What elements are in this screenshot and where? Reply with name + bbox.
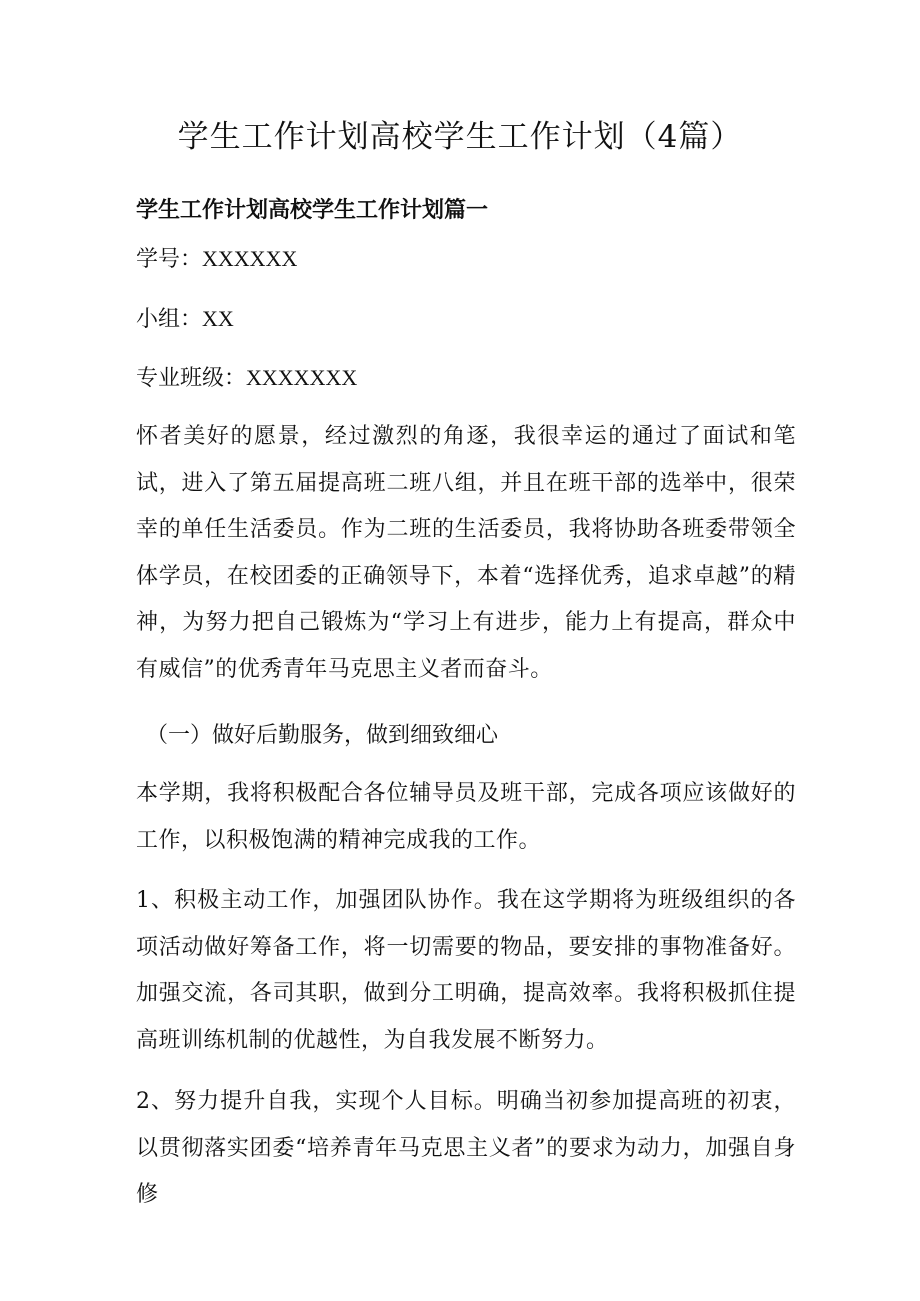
body-paragraph: 2、努力提升自我，实现个人目标。明确当初参加提高班的初衷，以贯彻落实团委“培养青年马克思主义者”的要求为动力，加强自身修	[136, 1089, 796, 1207]
student-id-field	[136, 241, 297, 278]
body-paragraph: 本学期，我将积极配合各位辅导员及班干部，完成各项应该做好的工作，以积极饱满的精神完成我的工作。	[136, 781, 796, 853]
field-label: 小组：	[136, 307, 203, 332]
field-value: XXXXXXX	[246, 365, 358, 390]
field-value: XX	[202, 306, 234, 331]
class-field	[136, 360, 357, 397]
section-heading: 学生工作计划高校学生工作计划篇一	[136, 198, 489, 223]
document-title: 学生工作计划高校学生工作计划（4篇）	[177, 119, 743, 155]
subsection-heading: （一）做好后勤服务，做到细致细心	[146, 723, 499, 748]
intro-paragraph: 怀者美好的愿景，经过激烈的角逐，我很幸运的通过了面试和笔试，进入了第五届提高班二班八组，并且在班干部的选举中，很荣幸的单任生活委员。作为二班的生活委员，我将协助各班委带领全体学员，在校团委的正确领导下，本着“选择优秀，追求卓越”的精神，为努力把自己锻炼为“学习上有进步，能力上有提高，群众中有威信”的优秀青年马克思主义者而奋斗。	[136, 424, 796, 682]
group-field	[136, 301, 234, 338]
field-label: 学号：	[136, 247, 203, 272]
field-value: XXXXXX	[202, 246, 298, 271]
body-paragraph: 1、积极主动工作，加强团队协作。我在这学期将为班级组织的各项活动做好筹备工作，将一切需要的物品，要安排的事物准备好。加强交流，各司其职，做到分工明确，提高效率。我将积极抓住提高班训练机制的优越性，为自我发展不断努力。	[136, 888, 796, 1053]
field-label: 专业班级：	[136, 366, 247, 391]
